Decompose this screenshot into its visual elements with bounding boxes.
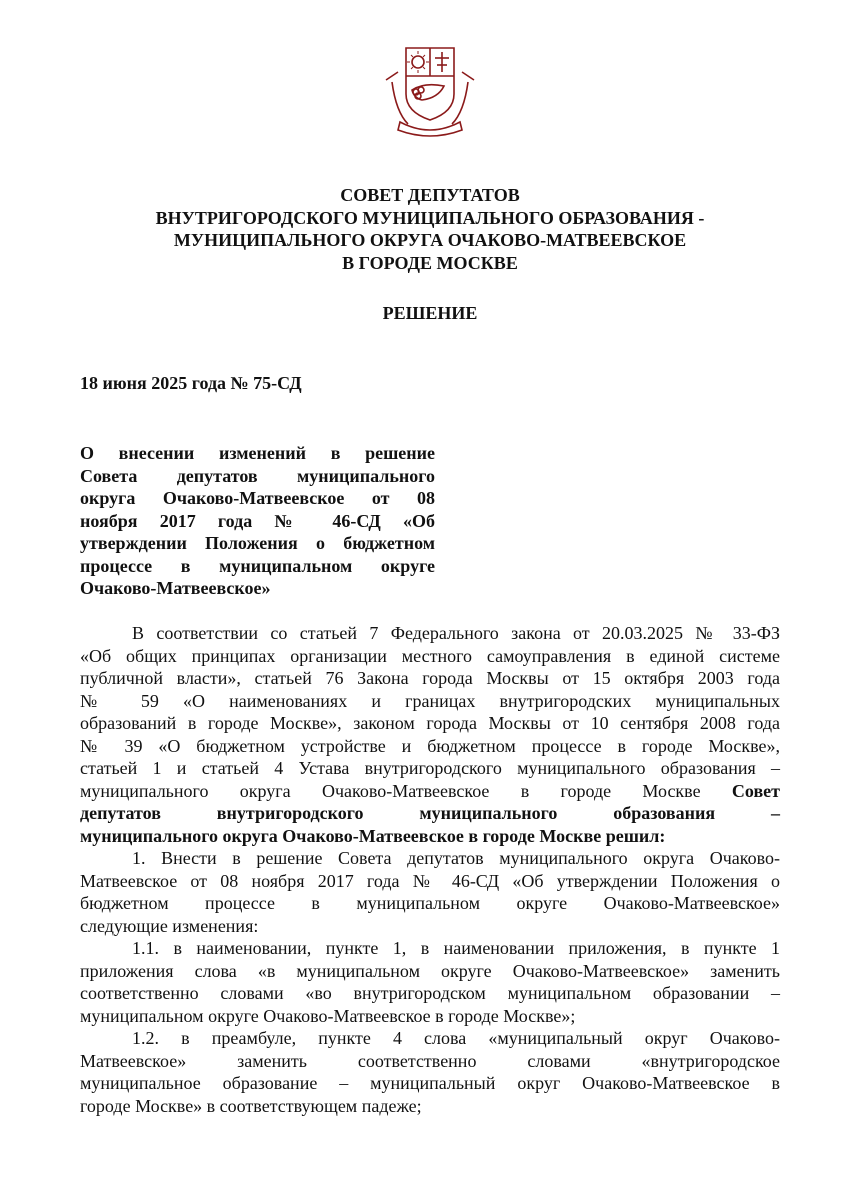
item-1-line: 1. Внести в решение Совета депутатов муниципального округа Очаково- <box>132 848 780 868</box>
subject-line: процессе в муниципальном округе <box>80 555 435 576</box>
item-1-1-line: 1.1. в наименовании, пункте 1, в наименовании приложения, в пункте 1 <box>132 938 780 958</box>
item-1-line: бюджетном процессе в муниципальном округе Очаково-Матвеевское» <box>80 893 780 913</box>
item-1-2-line: муниципальное образование – муниципальный округ Очаково-Матвеевское в <box>80 1073 780 1093</box>
subject-line: Очаково-Матвеевское» <box>80 578 271 598</box>
decision-subject <box>80 442 435 600</box>
document-type: РЕШЕНИЕ <box>382 303 478 323</box>
header-line: ВНУТРИГОРОДСКОГО МУНИЦИПАЛЬНОГО ОБРАЗОВАНИЯ - <box>155 207 705 228</box>
decision-line: депутатов внутригородского муниципального образования – <box>80 803 780 823</box>
date-and-number: 18 июня 2025 года № 75-СД <box>80 373 302 393</box>
item-1-2-line: городе Москве» в соответствующем падеже; <box>80 1095 422 1116</box>
decision-body <box>80 622 780 1117</box>
subject-line: утверждении Положения о бюджетном <box>80 533 435 553</box>
item-1-line: Матвеевское от 08 ноября 2017 года № 46-СД «Об утверждении Положения о <box>80 870 780 891</box>
preamble-line-with-bold-tail <box>80 780 780 803</box>
header-line: СОВЕТ ДЕПУТАТОВ <box>340 185 520 205</box>
council-header <box>80 184 780 274</box>
preamble-line: В соответствии со статьей 7 Федерального закона от 20.03.2025 № 33-ФЗ <box>132 623 780 643</box>
preamble-line: образований в городе Москве», законом города Москвы от 10 сентября 2008 года <box>80 713 780 733</box>
subject-line: ноября 2017 года № 46-СД «Об <box>80 510 435 531</box>
decision-line: муниципального округа Очаково-Матвеевское в городе Москве решил: <box>80 825 666 846</box>
subject-line: Совета депутатов муниципального <box>80 465 435 486</box>
coat-of-arms-icon <box>378 42 482 142</box>
preamble-line: статьей 1 и статьей 4 Устава внутригородского муниципального образования – <box>80 758 780 778</box>
preamble-line: № 59 «О наименованиях и границах внутригородских муниципальных <box>80 690 780 711</box>
item-1-line: следующие изменения: <box>80 915 259 936</box>
item-1-1-line: приложения слова «в муниципальном округе Очаково-Матвеевское» заменить <box>80 960 780 981</box>
item-1-2-line: 1.2. в преамбуле, пункте 4 слова «муниципальный округ Очаково- <box>132 1028 780 1048</box>
preamble-line: публичной власти», статьей 76 Закона города Москвы от 15 октября 2003 года <box>80 668 780 688</box>
subject-line: О внесении изменений в решение <box>80 443 435 463</box>
item-1-1-line: соответственно словами «во внутригородском муниципальном образовании – <box>80 983 780 1003</box>
item-1-2-line: Матвеевское» заменить соответственно словами «внутригородское <box>80 1050 780 1071</box>
decision-lead-word: Совет <box>731 780 780 801</box>
item-1-1-line: муниципальном округе Очаково-Матвеевское в городе Москве»; <box>80 1005 576 1026</box>
subject-line: округа Очаково-Матвеевское от 08 <box>80 488 435 508</box>
header-line: В ГОРОДЕ МОСКВЕ <box>342 252 518 273</box>
preamble-line: муниципального округа Очаково-Матвеевское в городе Москве <box>80 780 701 801</box>
preamble-line: «Об общих принципах организации местного самоуправления в единой системе <box>80 645 780 666</box>
header-line: МУНИЦИПАЛЬНОГО ОКРУГА ОЧАКОВО-МАТВЕЕВСКОЕ <box>173 230 687 250</box>
preamble-line: № 39 «О бюджетном устройстве и бюджетном процессе в городе Москве», <box>80 735 780 756</box>
